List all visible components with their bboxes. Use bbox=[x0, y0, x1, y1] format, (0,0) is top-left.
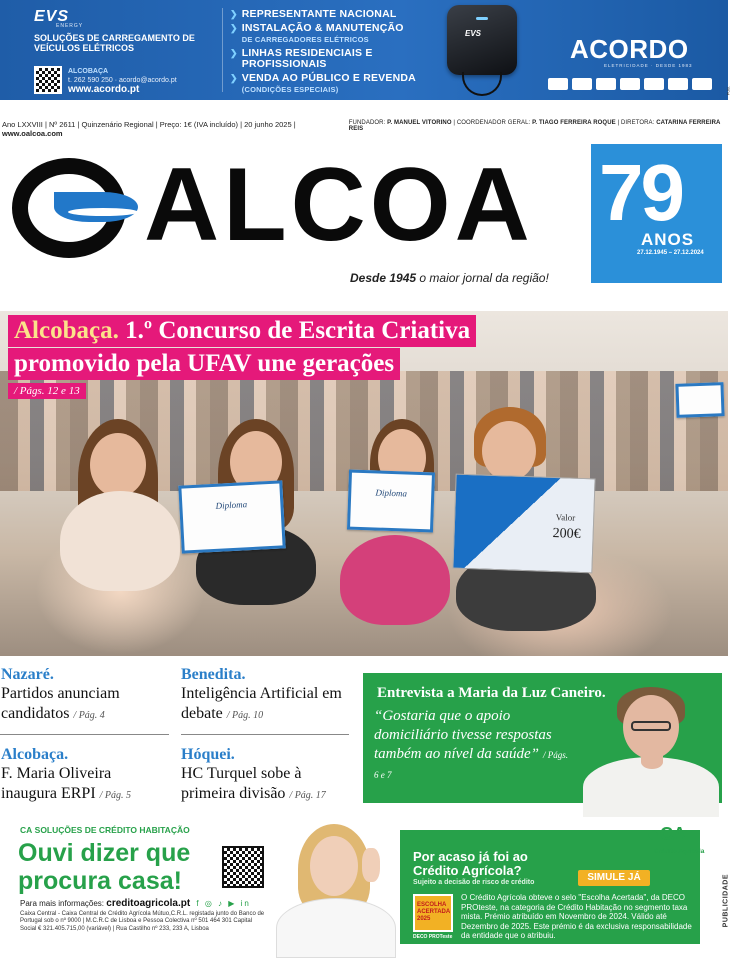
column-divider bbox=[181, 734, 349, 735]
badge-number: 79 bbox=[599, 148, 682, 237]
child-face bbox=[90, 433, 146, 497]
cert-icon bbox=[644, 78, 664, 90]
evs-logo: EVS bbox=[34, 8, 70, 25]
cert-icon bbox=[596, 78, 616, 90]
bottom-advertisement[interactable] bbox=[0, 818, 728, 944]
arrow-icon: ❯ bbox=[230, 73, 238, 83]
ad-contact bbox=[68, 67, 177, 94]
staff-info: FUNDADOR: P. MANUEL VITORINO | COORDENADOR GERAL: P. TIAGO FERREIRA ROQUE | DIRETORA: CATARINA FERREIRA REIS bbox=[348, 120, 721, 132]
ad-headline: Ouvi dizer que procura casa! bbox=[18, 839, 191, 895]
hero-headline[interactable] bbox=[8, 315, 476, 399]
qr-code-icon[interactable] bbox=[222, 846, 264, 888]
news-item[interactable]: Hóquei. HC Turquel sobe à primeira divisão / Pág. 17 bbox=[181, 746, 326, 802]
deco-label: DECO PROTeste bbox=[413, 934, 453, 940]
ad-location: ALCOBAÇA bbox=[68, 68, 109, 75]
leaf-icon bbox=[648, 830, 658, 840]
ad-question: Por acaso já foi ao Crédito Agrícola? bbox=[413, 849, 528, 878]
ad-website[interactable]: creditoagricola.pt bbox=[106, 898, 191, 909]
interviewee-photo bbox=[575, 683, 722, 803]
charger-label: EVS bbox=[465, 29, 482, 38]
evs-logo-sub: ENERGY bbox=[56, 23, 84, 29]
glasses-icon bbox=[631, 721, 671, 731]
ad-risk-note: Sujeito a decisão de risco de crédito bbox=[413, 879, 535, 886]
model-face bbox=[310, 836, 358, 896]
arrow-icon: ❯ bbox=[230, 9, 238, 19]
ad-info: Para mais informações: creditoagricola.pt f ◎ ♪ ▶ in bbox=[20, 898, 251, 909]
ad-divider bbox=[222, 8, 223, 92]
masthead-info-line bbox=[2, 120, 726, 138]
credito-agricola-name: Crédito Agrícola bbox=[654, 848, 705, 855]
diploma-certificate: Diploma bbox=[347, 470, 435, 533]
ad-legal-text: Caixa Central - Caixa Central de Crédito Agrícola Mútuo,C.R.L. registada junto do Banco de Portugal sob o nº 9000 | M.C.R.C de Lisboa e Pessoa Colectiva nº 501 464 301 Capital Social € 321.405.715,00 (variável) | Rua Castilho nº 233, 233 A, Lisboa bbox=[20, 911, 265, 932]
cert-icon bbox=[548, 78, 568, 90]
model-hand bbox=[362, 848, 380, 882]
ad-tagline: SOLUÇÕES DE CARREGAMENTO DE VEÍCULOS ELÉTRICOS bbox=[34, 33, 195, 53]
masthead-website[interactable]: www.oalcoa.com bbox=[2, 129, 63, 138]
publicidade-tag: PUBLICIDADE bbox=[722, 874, 729, 928]
column-divider bbox=[0, 734, 169, 735]
hero-photo[interactable] bbox=[0, 311, 728, 656]
ad-service-item: ❯ INSTALAÇÃO & MANUTENÇÃO DE CARREGADORES ELÉTRICOS bbox=[230, 22, 404, 44]
ad-award-text: O Crédito Agrícola obteve o selo "Escolha Acertada", da DECO PROteste, na categoria de Crédito Habitação no segmento taxa mista. Prémio atribuído em Novembro de 2024. Válido até Dezembro de 2025. Este prémio é da exclusiva responsabilidade da entidade que o atribuiu. bbox=[461, 893, 692, 940]
issue-info: Ano LXXVIII | Nº 2611 | Quinzenário Regional | Preço: 1€ (IVA incluído) | 20 junho 2025 | www.oalcoa.com bbox=[2, 120, 296, 138]
diploma-certificate: Diploma bbox=[178, 480, 285, 553]
newspaper-slogan: Desde 1945 o maior jornal da região! bbox=[350, 271, 549, 285]
child-body bbox=[340, 535, 450, 625]
ev-charger-image bbox=[447, 5, 517, 75]
ad-phone-email: t. 262 590 250 · acordo@acordo.pt bbox=[68, 77, 177, 84]
ad-model-photo bbox=[270, 820, 400, 944]
ad-service-item: ❯ REPRESENTANTE NACIONAL bbox=[230, 8, 397, 20]
cert-icon bbox=[620, 78, 640, 90]
ad-kicker: CA SOLUÇÕES DE CRÉDITO HABITAÇÃO bbox=[20, 825, 190, 835]
cert-icon bbox=[668, 78, 688, 90]
charger-cable bbox=[462, 72, 502, 96]
logo-wave-icon bbox=[54, 192, 138, 222]
arrow-icon: ❯ bbox=[230, 48, 238, 58]
escolha-acertada-seal: ESCOLHA ACERTADA 2025 bbox=[413, 894, 453, 932]
logo-wave-highlight bbox=[68, 208, 138, 216]
news-item[interactable]: Benedita. Inteligência Artificial em debate / Pág. 10 bbox=[181, 666, 342, 722]
diploma-certificate bbox=[675, 382, 724, 418]
interview-box[interactable] bbox=[363, 673, 722, 803]
ad-service-item: ❯ LINHAS RESIDENCIAIS E PROFISSIONAIS bbox=[230, 47, 373, 70]
top-advertisement[interactable] bbox=[0, 0, 728, 100]
social-icons[interactable]: f ◎ ♪ ▶ in bbox=[196, 899, 251, 908]
model-body bbox=[276, 898, 396, 958]
hero-page-ref: / Págs. 12 e 13 bbox=[8, 383, 86, 399]
news-item[interactable]: Nazaré. Partidos anunciam candidatos / Pág. 4 bbox=[1, 666, 120, 722]
badge-dates: 27.12.1945 – 27.12.2024 bbox=[637, 250, 704, 256]
pub-tag: PUB. bbox=[725, 86, 730, 96]
certification-logos bbox=[548, 78, 712, 90]
credito-agricola-logo: CA bbox=[648, 824, 686, 845]
newspaper-logo[interactable] bbox=[12, 147, 582, 270]
arrow-icon: ❯ bbox=[230, 23, 238, 33]
child-body bbox=[60, 491, 180, 591]
anniversary-badge bbox=[591, 144, 722, 283]
hero-headline-line-1: Alcobaça. 1.º Concurso de Escrita Criativa bbox=[8, 315, 476, 347]
ad-website[interactable]: www.acordo.pt bbox=[68, 84, 140, 95]
child-face bbox=[482, 421, 536, 481]
hero-headline-line-2: promovido pela UFAV une gerações bbox=[8, 348, 400, 380]
qr-code-icon[interactable] bbox=[34, 66, 62, 94]
badge-label: ANOS bbox=[641, 230, 695, 249]
acordo-logo: ACORDO bbox=[570, 34, 689, 64]
simulate-button[interactable]: SIMULE JÁ bbox=[578, 870, 650, 886]
charger-led bbox=[476, 17, 488, 20]
ad-service-item: ❯ VENDA AO PÚBLICO E REVENDA (CONDIÇÕES ESPECIAIS) bbox=[230, 72, 416, 94]
prize-voucher: Valor 200€ bbox=[452, 474, 595, 574]
acordo-logo-sub: ELETRICIDADE · DESDE 1983 bbox=[604, 63, 693, 68]
newspaper-title: ALCOA bbox=[144, 147, 534, 263]
ad-service-list bbox=[230, 9, 430, 98]
news-item[interactable]: Alcobaça. F. Maria Oliveira inaugura ERPI / Pág. 5 bbox=[1, 746, 132, 802]
cert-icon bbox=[692, 78, 712, 90]
cert-icon bbox=[572, 78, 592, 90]
interview-title: Entrevista a Maria da Luz Caneiro. bbox=[377, 685, 606, 701]
interview-quote: “Gostaria que o apoio domiciliário tivesse respostas também ao nível da saúde” / Págs. 6 e 7 bbox=[374, 708, 568, 780]
